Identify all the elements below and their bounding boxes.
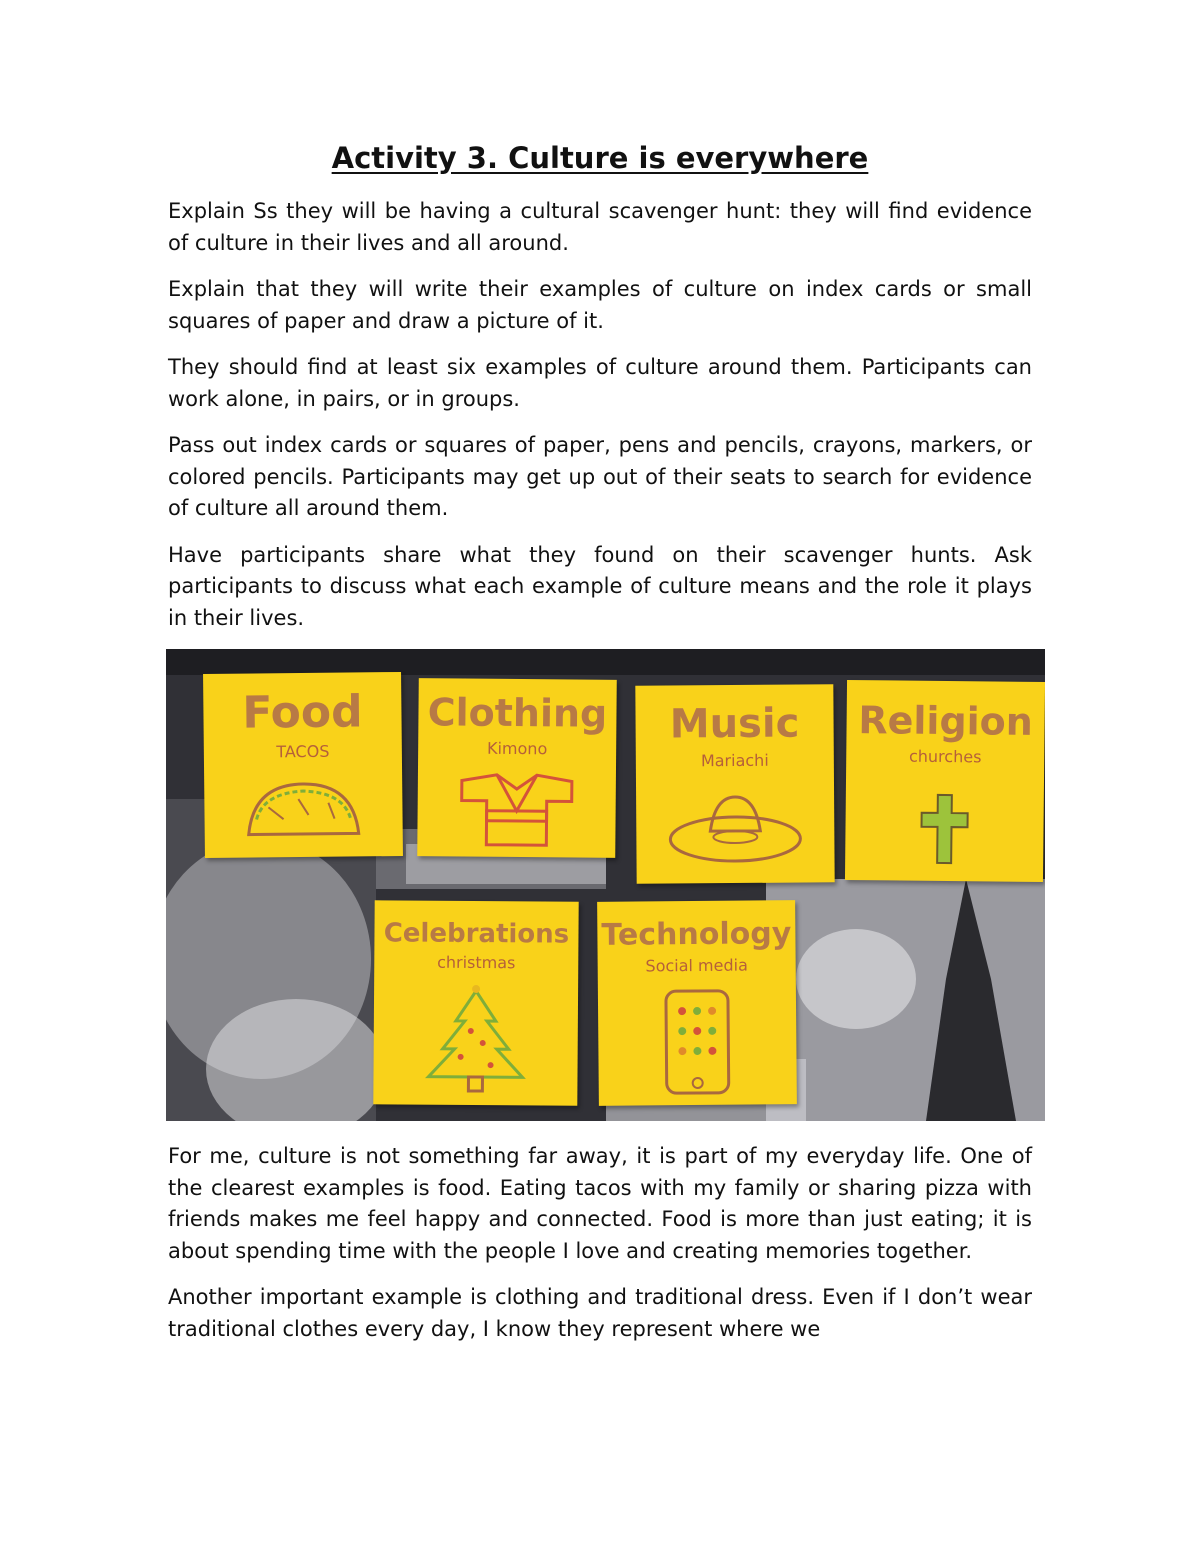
note-heading: Music: [669, 700, 800, 748]
note-example: Social media: [645, 955, 748, 976]
note-heading: Technology: [601, 916, 792, 953]
kimono-icon: [456, 770, 577, 851]
note-heading: Celebrations: [383, 918, 570, 950]
smartphone-icon: [662, 987, 733, 1098]
note-example: christmas: [437, 952, 516, 973]
sticky-note-clothing: [417, 678, 617, 858]
paragraph: Pass out index cards or squares of paper, pens and pencils, crayons, markers, or colored pencils. Participants may get up out of their seats to search for evidence of culture all around them.: [168, 433, 1032, 520]
note-example: churches: [908, 746, 982, 767]
document-page: [168, 140, 1032, 1360]
note-example: Mariachi: [700, 750, 769, 771]
sticky-notes-photo: [166, 649, 1045, 1121]
cross-icon: [919, 793, 970, 866]
note-heading: Religion: [858, 698, 1034, 744]
sticky-note-music: [635, 684, 834, 883]
paragraph: Another important example is clothing and traditional dress. Even if I don’t wear traditional clothes every day, I know they represent where we: [168, 1285, 1032, 1341]
note-example: TACOS: [276, 741, 330, 762]
paragraph: Explain that they will write their examples of culture on index cards or small squares of paper and draw a picture of it.: [168, 277, 1032, 333]
note-heading: Food: [242, 686, 363, 739]
paragraph: For me, culture is not something far away, it is part of my everyday life. One of the clearest examples is food. Eating tacos with my family or sharing pizza with friends makes me feel happy and connected. Food is more than just eating; it is about spending time with the people I love and creating memories together.: [168, 1144, 1032, 1263]
note-heading: Clothing: [427, 690, 608, 736]
paragraph: Explain Ss they will be having a cultural scavenger hunt: they will find evidence of culture in their lives and all around.: [168, 199, 1032, 255]
taco-icon: [238, 778, 369, 839]
sticky-note-celebrations: [373, 900, 578, 1105]
sombrero-icon: [665, 791, 806, 872]
paragraph: Have participants share what they found on their scavenger hunts. Ask participants to discuss what each example of culture means and the role it plays in their lives.: [168, 542, 1032, 630]
note-example: Kimono: [486, 738, 548, 759]
sticky-note-food: [203, 672, 403, 858]
sticky-note-technology: [597, 900, 797, 1106]
document-title: Activity 3. Culture is everywhere: [331, 141, 869, 175]
paragraph: They should find at least six examples of culture around them. Participants can work alone, in pairs, or in groups.: [168, 355, 1032, 411]
christmas-tree-icon: [420, 985, 531, 1096]
sticky-note-religion: [845, 680, 1045, 882]
